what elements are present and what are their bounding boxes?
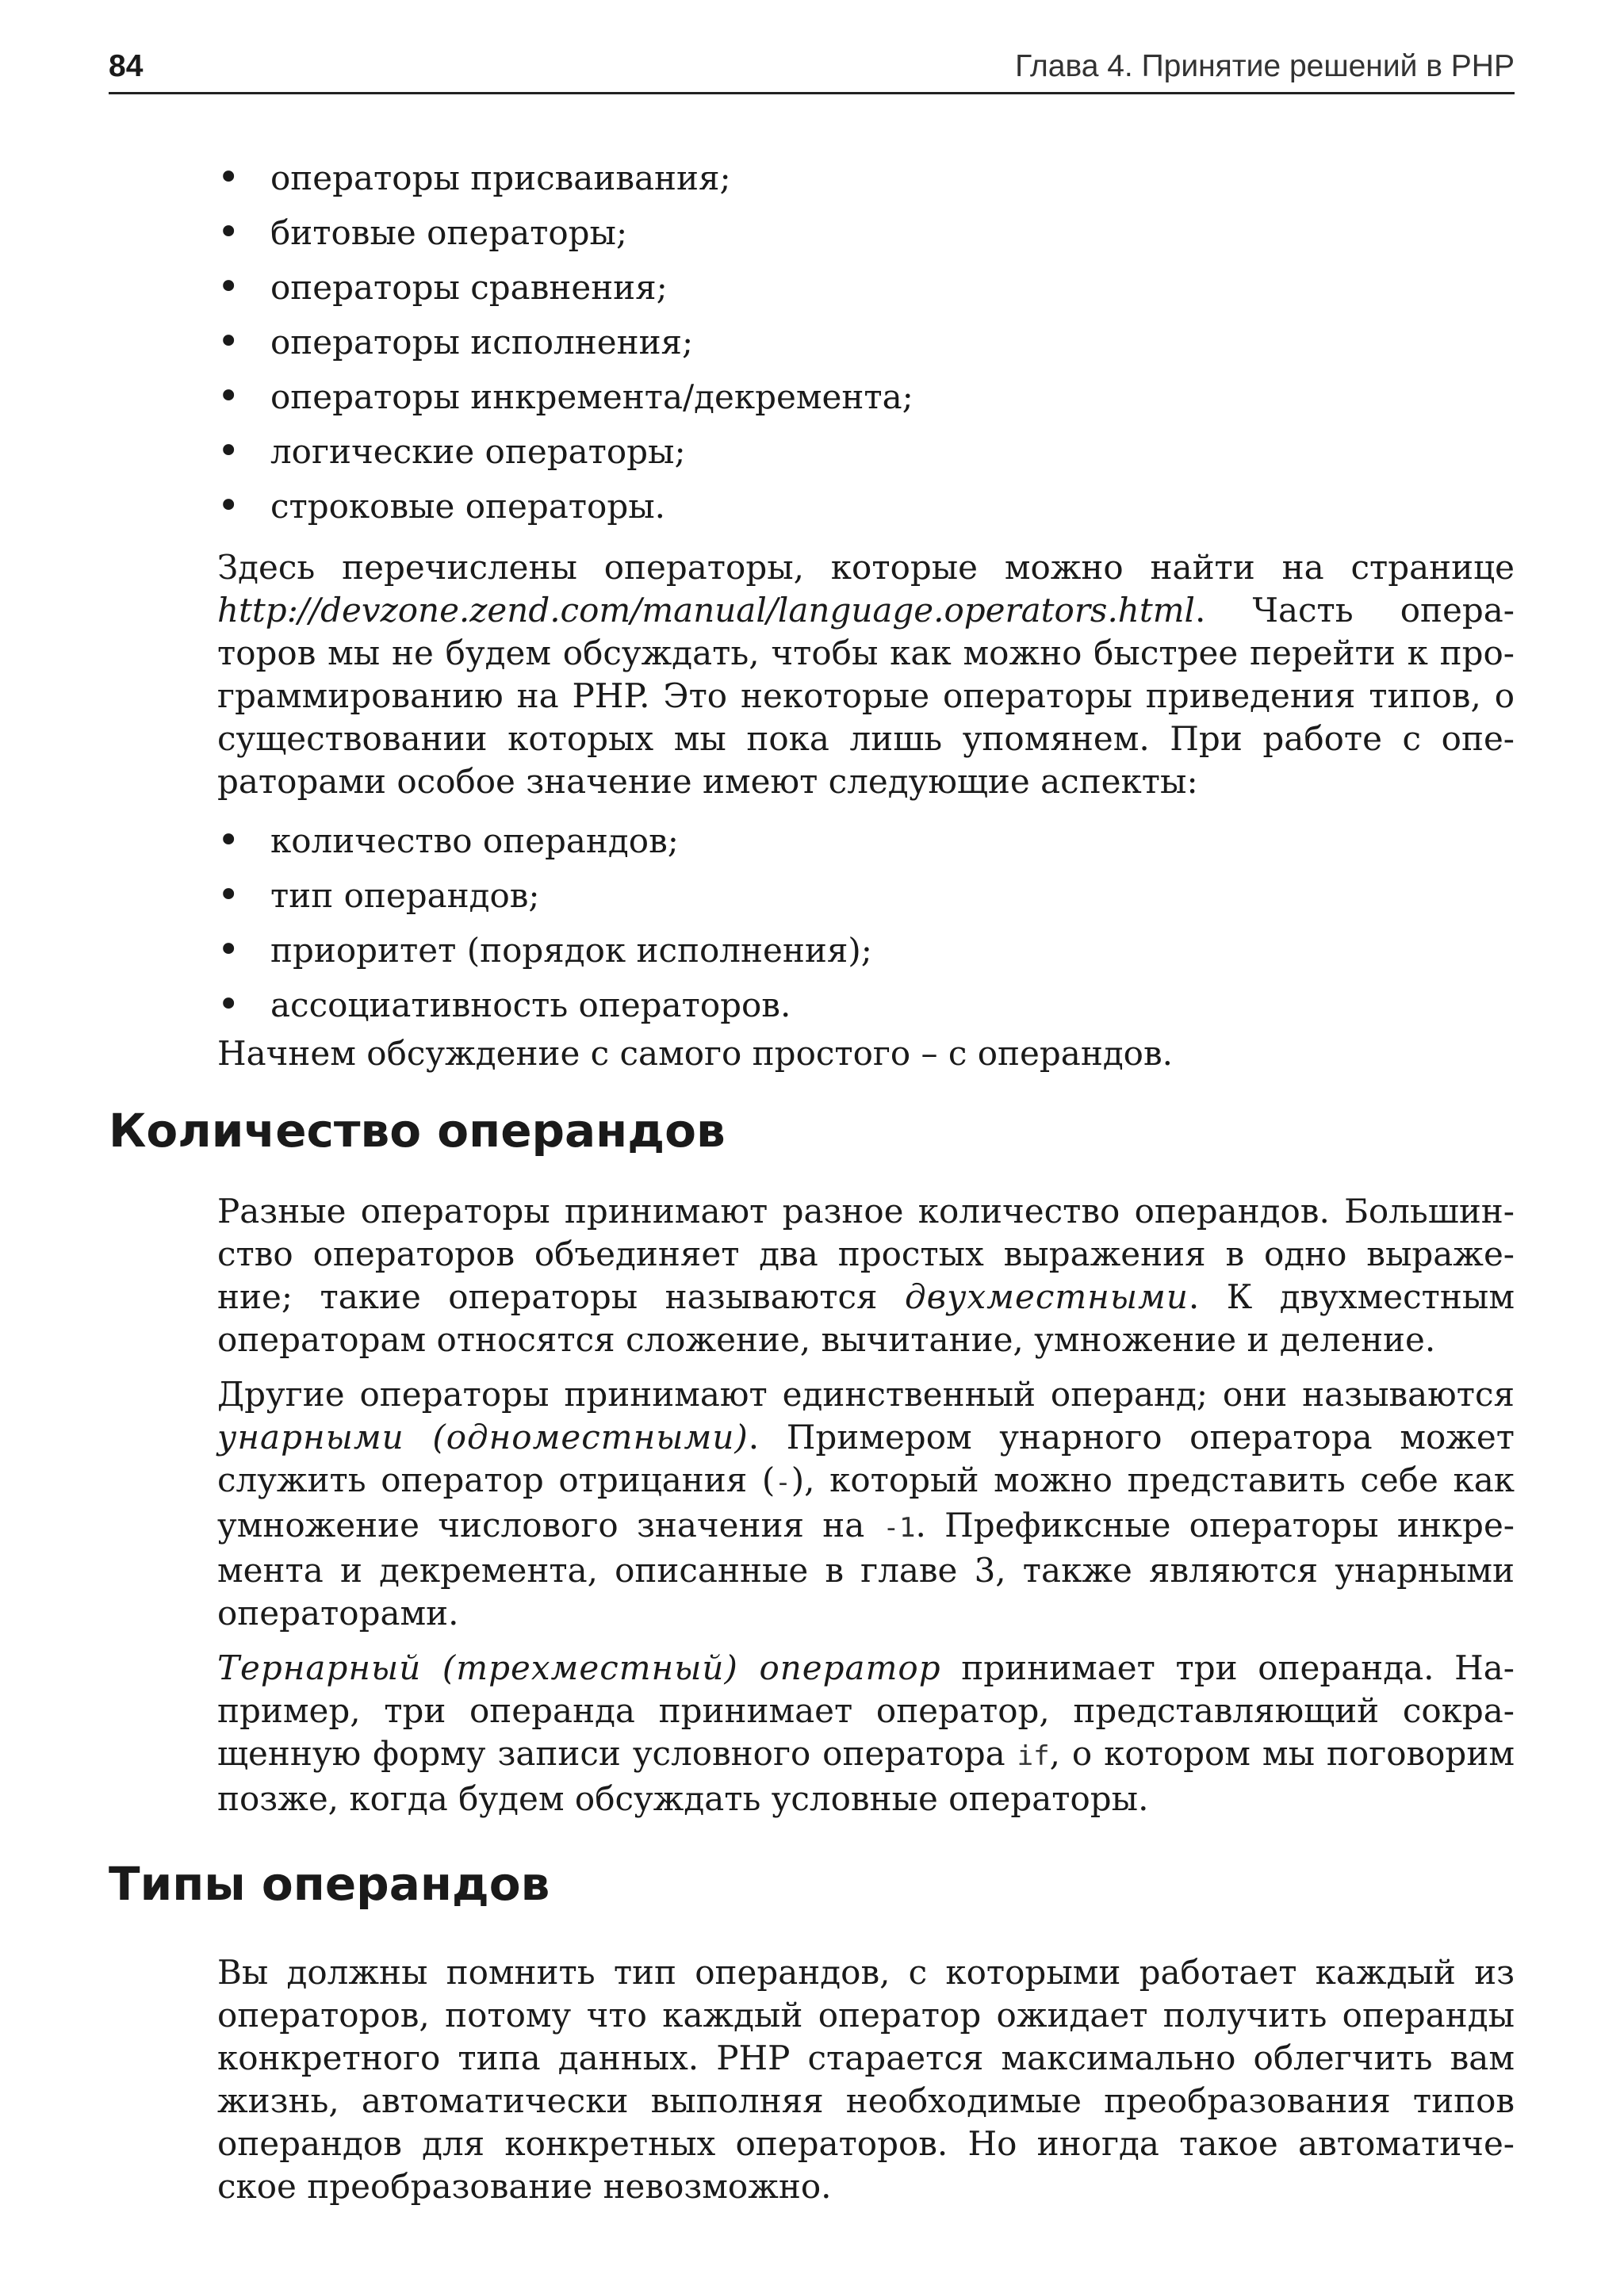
italic-term: Тернарный (трехместный) оператор: [217, 1648, 941, 1687]
paragraph-text: . К двухместным операторам относятся сложение, вычитание, умножение и деление.: [217, 1277, 1515, 1359]
section-heading-operand-types: Типы операндов: [109, 1857, 550, 1911]
operators-list: [217, 151, 1515, 534]
intro-text-end: . Часть опера-торов мы не будем обсуждать, чтобы как можно быстрее перейти к про-граммированию на PHP. Это некоторые операторы приведения типов, о существовании которых мы пока лишь упомянем. При работе с опе-раторами особое значение имеют следующие аспекты:: [217, 591, 1515, 801]
aspect-list-item: • ассоциативность операторов.: [217, 978, 1515, 1032]
italic-term: двухместными: [905, 1277, 1189, 1316]
chapter-title: Глава 4. Принятие решений в PHP: [1015, 49, 1515, 83]
operand-count-paragraph-1: [217, 1190, 1515, 1361]
page-number: 84: [109, 49, 144, 83]
operator-list-item: • операторы присваивания;: [217, 151, 1515, 205]
operators-url: http://devzone.zend.com/manual/language.operators.html: [217, 591, 1195, 630]
intro-paragraph: [217, 546, 1515, 803]
aspect-list-item: • количество операндов;: [217, 814, 1515, 868]
operator-list-item: • строковые операторы.: [217, 479, 1515, 534]
operator-list-item: • логические операторы;: [217, 424, 1515, 479]
paragraph-text: Разные операторы принимают разное количество операндов. Большин-ство операторов объединяет два простых выражения в одно выраже-ние; такие операторы называются: [217, 1192, 1515, 1316]
aspect-list-item: • приоритет (порядок исполнения);: [217, 923, 1515, 978]
start-discussion-paragraph: Начнем обсуждение с самого простого – с операндов.: [217, 1034, 1173, 1073]
operator-list-item: • операторы сравнения;: [217, 260, 1515, 315]
page-content: [109, 151, 1515, 2208]
section-heading-operand-count: Количество операндов: [109, 1104, 726, 1158]
operator-list-item: • операторы инкремента/декремента;: [217, 369, 1515, 424]
italic-term: унарными (одноместными): [217, 1418, 749, 1457]
paragraph-text: Другие операторы принимают единственный операнд; они называются: [217, 1375, 1515, 1414]
intro-text-start: Здесь перечислены операторы, которые можно найти на странице: [217, 548, 1515, 587]
operand-count-paragraph-3: [217, 1647, 1515, 1820]
inline-code: -: [775, 1467, 791, 1499]
paragraph-text: . Префиксные операторы инкре-мента и декремента, описанные в главе 3, также являются унарными операторами.: [217, 1506, 1515, 1633]
paragraph-text: принимает три операнда. На-пример, три операнда принимает оператор, представляющий сокра-щенную форму записи условного оператора: [217, 1648, 1515, 1773]
aspects-list: [217, 814, 1515, 1032]
paragraph-text: , о котором мы поговорим позже, когда будем обсуждать условные операторы.: [217, 1734, 1515, 1818]
inline-code: -1: [883, 1512, 916, 1544]
paragraph-text: ), который можно представить себе как умножение числового значения на: [217, 1460, 1515, 1545]
paragraph-text: . Примером унарного оператора может служить оператор отрицания (: [217, 1418, 1515, 1499]
operator-list-item: • битовые операторы;: [217, 205, 1515, 260]
inline-code: if: [1017, 1740, 1050, 1772]
operator-list-item: • операторы исполнения;: [217, 315, 1515, 369]
aspect-list-item: • тип операндов;: [217, 868, 1515, 923]
running-header: [109, 48, 1515, 94]
operand-count-paragraph-2: [217, 1373, 1515, 1635]
operand-types-paragraph: Вы должны помнить тип операндов, с которыми работает каждый из операторов, потому что каждый оператор ожидает получить операнды конкретного типа данных. PHP старается максимально облегчить вам жизнь, автоматически выполняя необходимые преобразования типов операндов для конкретных операторов. Но иногда такое автоматиче-ское преобразование невозможно.: [217, 1953, 1515, 2206]
